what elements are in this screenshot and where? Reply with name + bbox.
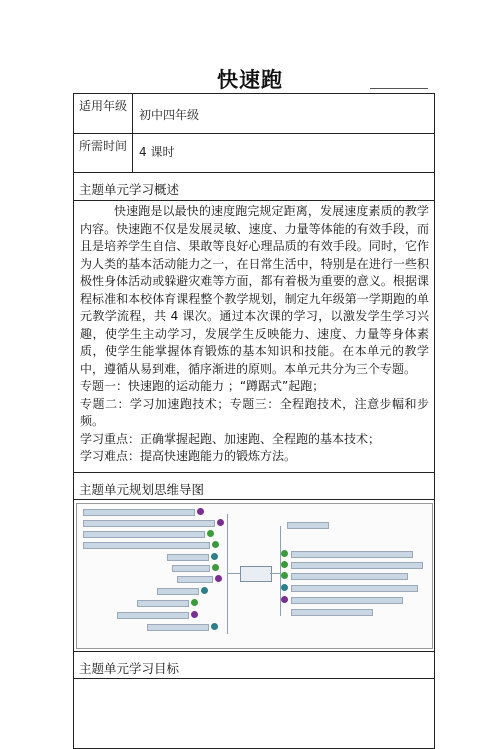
mindmap-node: [291, 573, 408, 580]
document-title: 快速跑: [217, 68, 283, 92]
mindmap-heading: 主题单元规划思维导图: [79, 481, 205, 497]
mindmap-node: [172, 565, 210, 572]
mindmap-connector: [280, 526, 281, 616]
mindmap-bullet: [212, 564, 219, 571]
mindmap-node: [83, 531, 205, 538]
mindmap-bullet: [197, 508, 204, 515]
mindmap-image: [76, 503, 433, 649]
grade-value: 初中四年级: [139, 108, 200, 122]
title-underline: [370, 88, 428, 89]
mindmap-bullet: [281, 561, 288, 568]
mindmap-bullet: [281, 572, 288, 579]
mindmap-node: [137, 600, 189, 607]
mindmap-node: [83, 542, 210, 549]
grade-label: 适用年级: [79, 99, 128, 113]
goals-heading-row: [74, 651, 435, 678]
mindmap-bullet: [201, 587, 208, 594]
topic-one: 专题一：快速跑的运动能力 ；“蹲踞式”起跑；: [80, 379, 325, 393]
mindmap-bullet: [215, 575, 222, 582]
overview-heading: 主题单元学习概述: [79, 182, 180, 197]
mindmap-node: [291, 551, 413, 558]
mindmap-node: [291, 585, 418, 592]
unit-plan-table: [73, 93, 435, 749]
mindmap-heading-row: [74, 472, 435, 499]
mindmap-node: [117, 612, 189, 619]
mindmap-row: [74, 499, 435, 651]
mindmap-bullet: [217, 519, 224, 526]
mindmap-connector: [270, 573, 280, 574]
mindmap-node: [291, 597, 403, 604]
mindmap-center-node: [240, 566, 272, 582]
mindmap-bullet: [207, 530, 214, 537]
goals-body-row: [74, 678, 435, 748]
goals-heading: 主题单元学习目标: [79, 660, 180, 676]
hours-label: 所需时间: [79, 139, 128, 153]
mindmap-node: [167, 554, 209, 561]
grade-row: [74, 94, 435, 134]
mindmap-bullet: [191, 611, 198, 618]
mindmap-bullet: [281, 584, 288, 591]
mindmap-bullet: [211, 553, 218, 560]
mindmap-node: [291, 562, 423, 569]
mindmap-bullet: [281, 550, 288, 557]
mindmap-connector: [227, 514, 228, 634]
overview-body-row: [74, 201, 435, 473]
overview-heading-row: [74, 173, 435, 201]
topics-two-three: 专题二：学习加速跑技术；专题三：全程跑技术，注意步幅和步频。: [80, 396, 429, 428]
mindmap-node: [147, 624, 209, 631]
mindmap-node: [177, 576, 213, 583]
hours-value: 4 课时: [139, 145, 175, 159]
mindmap-bullet: [281, 596, 288, 603]
mindmap-bullet: [212, 541, 219, 548]
mindmap-node: [83, 509, 195, 516]
mindmap-node: [157, 588, 199, 595]
key-points: 学习重点：正确掌握起跑、加速跑、全程跑的基本技术；: [80, 431, 381, 446]
difficulty: 学习难点：提高快速跑能力的锻炼方法。: [80, 449, 297, 463]
mindmap-node: [287, 522, 329, 529]
mindmap-node: [83, 520, 215, 527]
hours-row: [74, 134, 435, 173]
mindmap-bullet: [191, 599, 198, 606]
mindmap-node: [291, 609, 373, 616]
mindmap-bullet: [211, 623, 218, 630]
overview-paragraph: 快速跑是以最快的速度跑完规定距离，发展速度素质的教学内容。快速跑不仅是发展灵敏、速度、力量等体能的有效手段，而且是培养学生自信、果敢等良好心理品质的有效手段。同时，它作为人类的基本活动能力之一，在日常生活中，特别是在进行一些积极性身体活动或躲避灾难等方面，都有着极为重要的意义。根据课程标准和本校体育课程整个教学规划，制定九年级第一学期跑的单元教学流程，共 4 课次。通过本次课的学习，以激发学生学习兴趣，使学生主动学习，发展学生反映能力、速度、力量等身体素质，使学生能掌握体育锻炼的基本知识和技能。在本单元的教学中，遵循从易到难，循序渐进的原则。本单元共分为三个专题。: [80, 204, 429, 376]
overview-body: [74, 201, 434, 472]
mindmap-connector: [227, 573, 240, 574]
